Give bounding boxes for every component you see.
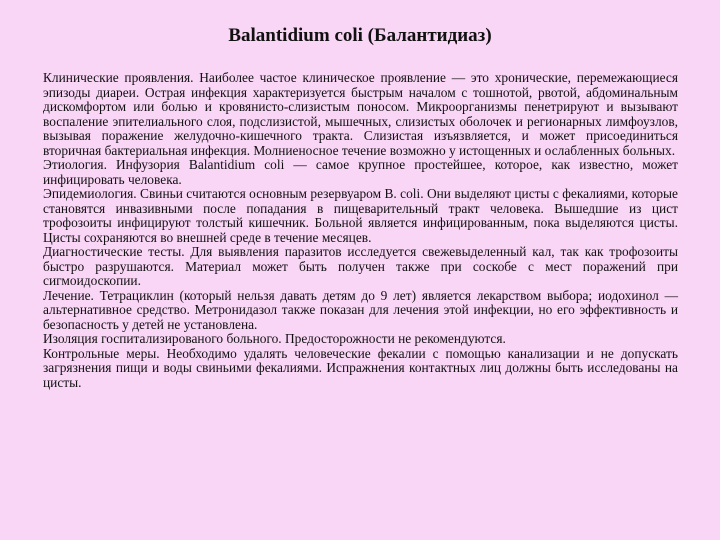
slide-title: Balantidium coli (Балантидиаз) xyxy=(228,25,492,46)
paragraph-diagnostics: Диагностические тесты. Для выявления паразитов исследуется свежевыделенный кал, так как трофозоиты быстро разрушаются. Материал может быть получен также при соскобе с мест поражений при сигмоидоскопии. xyxy=(43,244,678,288)
paragraph-epidemiology: Эпидемиология. Свиньи считаются основным резервуаром B. coli. Они выделяют цисты с фекалиями, которые становятся инвазивными после попадания в пищеварительный тракт человека. Вышедшие из цист трофозоиты инфицируют толстый кишечник. Больной является инфицированным, пока выделяются цисты. Цисты сохраняются во внешней среде в течение месяцев. xyxy=(43,186,678,245)
paragraph-etiology: Этиология. Инфузория Balantidium coli — самое крупное простейшее, которое, как известно, может инфицировать человека. xyxy=(43,157,678,187)
paragraph-control: Контрольные меры. Необходимо удалять человеческие фекалии с помощью канализации и не допускать загрязнения пищи и воды свиньими фекалиями. Испражнения контактных лиц должны быть исследованы на цисты. xyxy=(43,345,678,390)
paragraph-treatment: Лечение. Тетрациклин (который нельзя давать детям до 9 лет) является лекарством выбора; иодохинол — альтернативное средство. Метронидазол также показан для лечения этой инфекции, но его эффективность и безопасность у детей не установлена. xyxy=(43,287,678,332)
slide-body xyxy=(43,71,678,390)
paragraph-isolation: Изоляция госпитализированого больного. Предосторожности не рекомендуются. xyxy=(43,331,506,346)
paragraph-clinical: Клинические проявления. Наиболее частое клиническое проявление — это хронические, перемежающиеся эпизоды диареи. Острая инфекция характеризуется быстрым началом с тошнотой, рвотой, абдоминальным дискомфортом или болью и кровянисто-слизистым поносом. Микроорганизмы пенетрируют и вызывают воспаление эпителиального слоя, подслизистой, мышечных, слизистых оболочек и регионарных лимфоузлов, вызывая поражение желудочно-кишечного тракта. Слизистая изъязвляется, и может присоединиться вторичная бактериальная инфекция. Молниеносное течение возможно у истощенных и ослабленных больных. xyxy=(43,70,678,158)
